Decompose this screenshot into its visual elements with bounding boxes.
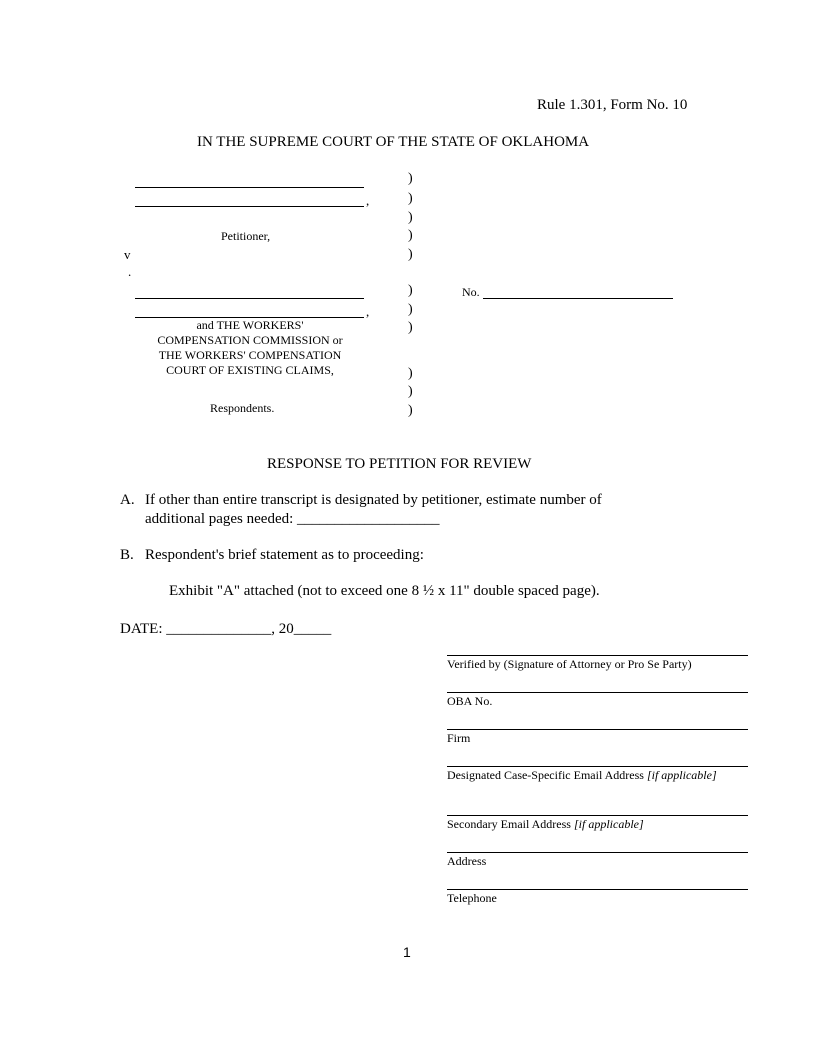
firm-label: Firm [447,731,471,745]
respondents-label: Respondents. [210,401,275,415]
signature-line[interactable] [447,655,748,656]
oba-number-label: OBA No. [447,694,493,708]
petitioner-name-line-1[interactable] [135,187,364,188]
firm-line[interactable] [447,729,748,730]
respondent-name-line-1[interactable] [135,298,364,299]
item-a-text: If other than entire transcript is designated by petitioner, estimate number of [145,492,602,508]
telephone-label: Telephone [447,891,497,905]
caption-comma: , [366,193,370,208]
caption-comma-2: , [366,304,370,319]
item-a-label: additional pages needed: [145,511,294,527]
caption-paren: ) [408,302,413,317]
item-a-marker: A. [120,492,135,508]
caption-paren: ) [408,228,413,243]
date-line [120,621,331,638]
secondary-email-text: Secondary Email Address [447,817,571,831]
caption-paren: ) [408,210,413,225]
caption-paren: ) [408,191,413,206]
verified-by-label: Verified by (Signature of Attorney or Pro Se Party) [447,657,692,671]
versus-dot: . [128,264,132,279]
item-a-text-2 [145,511,440,528]
respondent-agency-block [120,318,380,378]
address-line[interactable] [447,852,748,853]
rule-reference: Rule 1.301, Form No. 10 [537,97,688,113]
case-number-field[interactable] [483,298,673,299]
versus-label: v [124,247,131,262]
secondary-email-label [447,817,747,832]
exhibit-note: Exhibit "A" attached (not to exceed one 8 ½ x 11" double spaced page). [169,583,600,599]
page-number: 1 [403,944,411,960]
primary-email-line[interactable] [447,766,748,767]
date-label: DATE: [120,621,163,637]
respondent-agency-line: COMPENSATION COMMISSION or [157,333,343,347]
secondary-email-line[interactable] [447,815,748,816]
caption-paren: ) [408,283,413,298]
item-b-marker: B. [120,547,134,563]
respondent-agency-line: COURT OF EXISTING CLAIMS, [166,363,334,377]
secondary-email-note: [if applicable] [573,817,644,831]
caption-paren: ) [408,171,413,186]
caption-paren: ) [408,247,413,262]
caption-paren: ) [408,384,413,399]
date-day-field[interactable]: ______________ [166,621,272,637]
additional-pages-field[interactable]: ___________________ [297,511,440,527]
date-year-prefix: , 20 [271,621,294,637]
petitioner-name-line-2[interactable] [135,206,364,207]
address-label: Address [447,854,487,868]
caption-paren: ) [408,403,413,418]
document-title: RESPONSE TO PETITION FOR REVIEW [267,456,532,472]
primary-email-text: Designated Case-Specific Email Address [447,768,644,782]
primary-email-note: [if applicable] [646,768,717,782]
respondent-agency-line: THE WORKERS' COMPENSATION [158,348,342,362]
date-year-field[interactable]: _____ [293,621,332,637]
caption-paren: ) [408,366,413,381]
item-b-text: Respondent's brief statement as to proceeding: [145,547,424,563]
petitioner-label: Petitioner, [221,229,271,243]
case-number-label: No. [462,285,480,299]
oba-number-line[interactable] [447,692,748,693]
primary-email-label [447,768,747,783]
court-title: IN THE SUPREME COURT OF THE STATE OF OKLAHOMA [197,134,590,150]
respondent-agency-line: and THE WORKERS' [196,318,304,332]
caption-paren: ) [408,320,413,335]
telephone-line[interactable] [447,889,748,890]
